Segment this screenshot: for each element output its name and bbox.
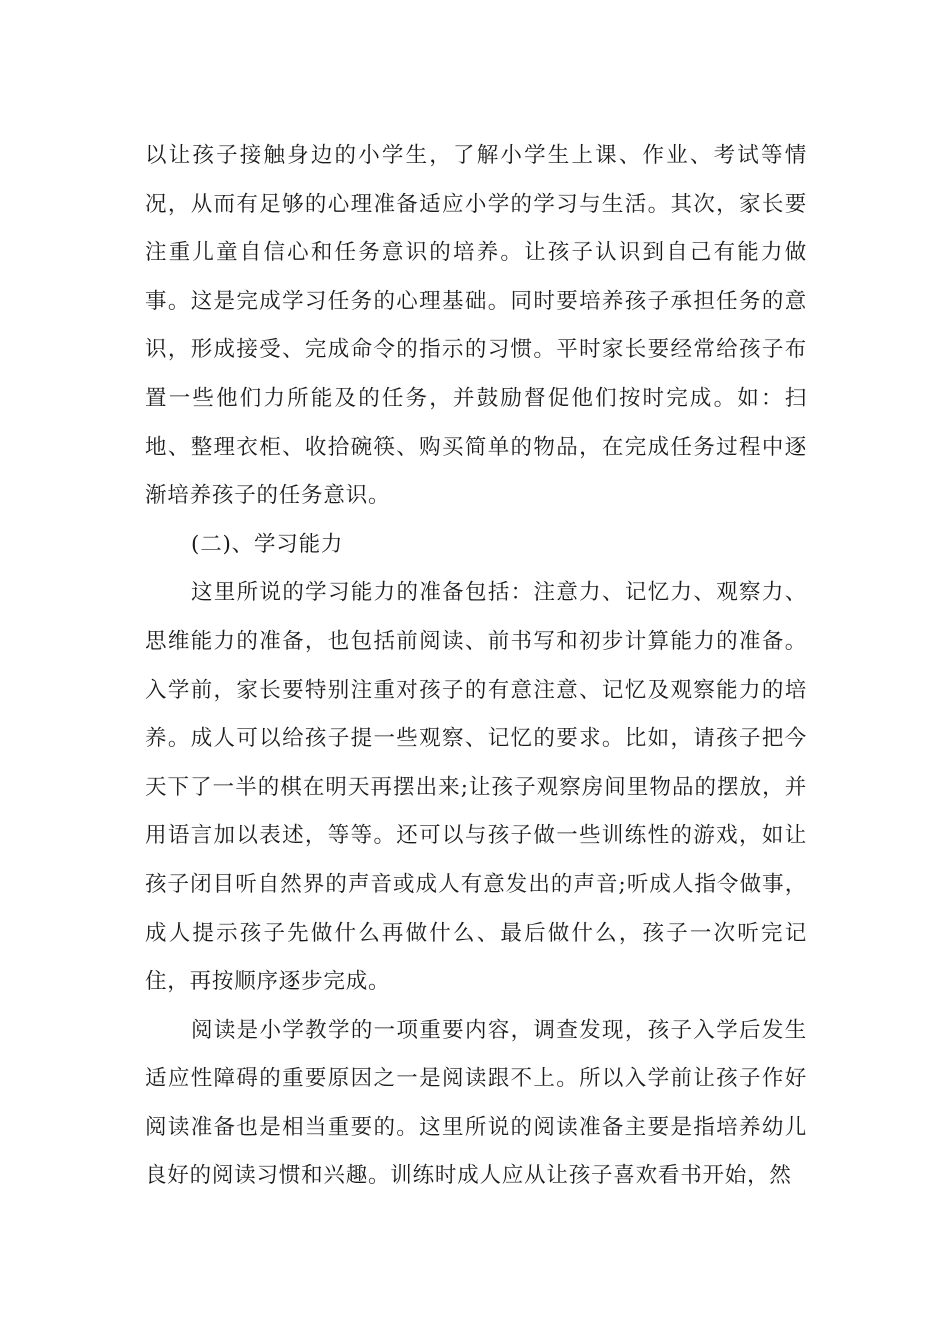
paragraph-learning-ability: 这里所说的学习能力的准备包括：注意力、记忆力、观察力、思维能力的准备，也包括前阅读、前书写和初步计算能力的准备。入学前，家长要特别注重对孩子的有意注意、记忆及观察能力的培养。成人可以给孩子提一些观察、记忆的要求。比如，请孩子把今天下了一半的棋在明天再摆出来;让孩子观察房间里物品的摆放，并用语言加以表述，等等。还可以与孩子做一些训练性的游戏，如让孩子闭目听自然界的声音或成人有意发出的声音;听成人指令做事，成人提示孩子先做什么再做什么、最后做什么，孩子一次听完记住，再按顺序逐步完成。 [145,580,807,995]
paragraph-continuation: 以让孩子接触身边的小学生，了解小学生上课、作业、考试等情况，从而有足够的心理准备适应小学的学习与生活。其次，家长要注重儿童自信心和任务意识的培养。让孩子认识到自己有能力做事。这是完成学习任务的心理基础。同时要培养孩子承担任务的意识，形成接受、完成命令的指示的习惯。平时家长要经常给孩子布置一些他们力所能及的任务，并鼓励督促他们按时完成。如：扫地、整理衣柜、收拾碗筷、购买简单的物品，在完成任务过程中逐渐培养孩子的任务意识。 [145,143,807,509]
section-heading-learning-ability: (二)、学习能力 [191,531,344,557]
document-page [145,132,807,1201]
paragraph-reading: 阅读是小学教学的一项重要内容，调查发现，孩子入学后发生适应性障碍的重要原因之一是阅读跟不上。所以入学前让孩子作好阅读准备也是相当重要的。这里所说的阅读准备主要是指培养幼儿良好的阅读习惯和兴趣。训练时成人应从让孩子喜欢看书开始，然 [145,1017,807,1189]
